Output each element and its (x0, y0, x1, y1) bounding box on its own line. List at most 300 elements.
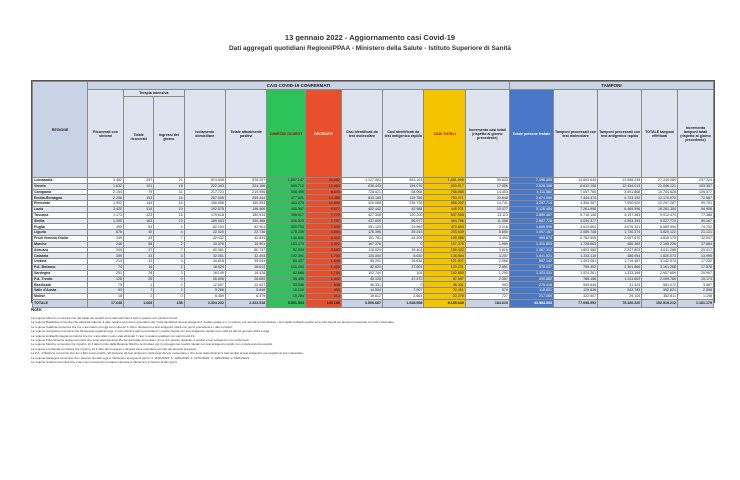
region-name: Basilicata (33, 282, 88, 288)
table-cell: 20.648 (465, 195, 509, 201)
table-cell: 43 (123, 235, 153, 241)
header-regione: REGIONE (33, 82, 88, 178)
table-cell: 251 (88, 270, 124, 276)
table-cell: 3.142.570 (642, 259, 678, 265)
table-cell: 392.621 (642, 288, 678, 294)
table-cell: 3.302 (305, 241, 341, 247)
table-cell: 1.902 (88, 201, 124, 207)
total-cell: 5.801.934 (267, 299, 306, 307)
table-cell: 19 (154, 206, 184, 212)
table-cell: 2.687.728 (509, 218, 553, 224)
table-cell: 2 (154, 264, 184, 270)
table-cell: 224.166 (225, 183, 266, 189)
table-cell: 1.700 (305, 253, 341, 259)
table-cell: 35.044 (225, 259, 266, 265)
table-cell: 10.744.628 (642, 189, 678, 195)
table-cell: 1.574.261 (554, 270, 598, 276)
table-cell: 486.954 (598, 253, 642, 259)
note-line: La regione Sardegna comunica che i decessi riportati oggi si riferiscono ai seguenti giorni: 4: 11/01/2022; 5: 12/01/2022; 1: 07/01/2022; 4: 10/01/2022; 2: 09/01/2022. (31, 355, 251, 360)
total-cell: 140.188 (305, 299, 341, 307)
table-cell: 1.127.963 (341, 178, 382, 184)
table-cell: 4.694 (305, 230, 341, 236)
table-cell: 12.669 (305, 183, 341, 189)
table-cell: 190.466 (225, 218, 266, 224)
header-deceduti: DECEDUTI (305, 90, 341, 178)
header-tamp-molecolare: Tamponi processati con test molecolare (554, 90, 598, 178)
table-cell: 62.153 (184, 224, 225, 230)
table-cell: 217.069 (509, 293, 553, 299)
table-cell: 8.675 (305, 189, 341, 195)
table-cell: 587.142 (509, 259, 553, 265)
region-name: Piemonte (33, 201, 88, 207)
header-incremento: Incremento casi totali (rispetto al giorno precedente) (465, 90, 509, 178)
table-cell: 4.493 (465, 235, 509, 241)
table-cell: 351.125 (341, 224, 382, 230)
total-label: TOTALE (33, 299, 88, 307)
table-cell: 102.744 (341, 270, 382, 276)
table-cell: 1.859.595 (509, 224, 553, 230)
table-cell: 121.927 (424, 259, 465, 265)
table-cell: 22.736 (225, 230, 266, 236)
table-cell: 191 (123, 183, 153, 189)
table-cell: 128 (88, 276, 124, 282)
table-cell: 53 (88, 288, 124, 294)
note-line: La regione Basilicata comunica che alla data odierna, il dato relativo al numero giornaliero dei "Casi identificati da test antigenico" risulta uguale a 0, in quanto, pur avendo somministrati, i test rapidi risultanti positivi sono tutti rilevati sui tamponi processati con test molecolare. (31, 320, 395, 325)
table-cell: 25 (123, 276, 153, 282)
region-name: Valle d'Aosta (33, 288, 88, 294)
table-cell: 1.442 (305, 276, 341, 282)
header-isolamento: Isolamento domiciliare (184, 90, 225, 178)
region-name: Abruzzo (33, 247, 88, 253)
table-cell: 14 (154, 195, 184, 201)
notes-list (31, 316, 715, 364)
table-cell: 2.154 (88, 189, 124, 195)
table-cell: 120.200 (383, 212, 424, 218)
total-cell: 158 (154, 299, 184, 307)
table-cell: 490.882 (509, 276, 553, 282)
table-cell: 4.312 (305, 235, 341, 241)
table-cell: 194.076 (383, 183, 424, 189)
table-cell: 42.834 (225, 235, 266, 241)
table-cell: 205.639 (424, 230, 465, 236)
table-cell: 22.276 (424, 293, 465, 299)
table-cell: 3.691.868 (598, 189, 642, 195)
table-cell: 10.377 (465, 206, 509, 212)
region-name: Lazio (33, 206, 88, 212)
table-cell: 7.779 (305, 212, 341, 218)
header-dimessi: DIMESSI/ GUARITI (267, 90, 306, 178)
table-cell: 235.728 (383, 201, 424, 207)
table-cell: 5.650 (465, 230, 509, 236)
region-name: Toscana (33, 212, 88, 218)
table-cell: 5.848 (225, 288, 266, 294)
table-cell: 99.791 (678, 201, 714, 207)
table-cell: 1.097.157 (509, 230, 553, 236)
table-cell: 42.432 (184, 235, 225, 241)
table-cell: 1.820.073 (642, 253, 678, 259)
table-cell: 257.095 (184, 195, 225, 201)
table-cell: 15.174 (678, 276, 714, 282)
table-cell: 167.376 (424, 241, 465, 247)
table-cell: 82.668 (267, 270, 306, 276)
table-cell: 1.719.487 (598, 259, 642, 265)
table-cell: 60.747 (225, 247, 266, 253)
total-cell: 152.519.212 (642, 299, 678, 307)
table-cell: 349 (88, 235, 124, 241)
table-cell: 47.472 (383, 276, 424, 282)
table-cell: 16.120 (267, 288, 306, 294)
table-cell: 477.021 (267, 195, 306, 201)
header-ricoverati: Ricoverati con sintomi (88, 90, 124, 178)
table-cell: 130.054 (341, 253, 382, 259)
table-cell: 336.529 (267, 218, 306, 224)
table-cell: 4.723.192 (598, 195, 642, 201)
table-cell: 18 (88, 293, 124, 299)
table-cell: 104 (383, 270, 424, 276)
table-cell: 3.076.331 (598, 224, 642, 230)
table-cell: 786.158 (554, 276, 598, 282)
header-totale-testate: Totale persone testate (509, 90, 553, 178)
table-cell: 120.221 (424, 264, 465, 270)
table-cell: 12 (123, 259, 153, 265)
table-cell: 176.396 (341, 230, 382, 236)
table-cell: 77.388 (678, 212, 714, 218)
table-cell: 196.466 (225, 206, 266, 212)
total-cell: 2.304.202 (184, 299, 225, 307)
table-cell: 10.901 (225, 241, 266, 247)
table-cell: 59.496 (267, 276, 306, 282)
table-cell: 151.781 (341, 235, 382, 241)
table-cell: 9.677 (305, 206, 341, 212)
table-cell: 2.674.069 (509, 195, 553, 201)
total-cell: 184.615 (465, 299, 509, 307)
total-cell: 17.648 (88, 299, 124, 307)
table-cell: 82.623 (341, 264, 382, 270)
table-cell: 12.557 (184, 282, 225, 288)
table-cell: 46.331 (424, 282, 465, 288)
table-cell: 0 (154, 259, 184, 265)
note-line: La regione Umbria comunica che 2 dei nuovi ricoverati in terapia intensiva si riferiscono a ricoveri di altri giorni. (31, 360, 178, 365)
table-cell: 3.297.714 (509, 201, 553, 207)
table-cell: 29.243 (383, 230, 424, 236)
table-cell: 7.797 (305, 218, 341, 224)
table-cell: 163 (123, 218, 153, 224)
table-cell: 495 (88, 224, 124, 230)
table-cell: 656.002 (424, 201, 465, 207)
table-cell: 6.459 (184, 293, 225, 299)
table-cell: 437.809 (341, 218, 382, 224)
table-cell: 0 (383, 282, 424, 288)
table-cell: 578.037 (509, 264, 553, 270)
table-cell: 34.818 (184, 259, 225, 265)
table-cell: 1.681.066 (424, 178, 465, 184)
table-cell: 4.810.175 (642, 235, 678, 241)
table-cell: 4.197.363 (598, 212, 642, 218)
table-cell: 262.783 (598, 288, 642, 294)
table-cell: 2.752.505 (554, 235, 598, 241)
table-cell: 275.415 (509, 282, 553, 288)
table-cell: 74.752 (678, 224, 714, 230)
table-cell: 1.803.465 (554, 247, 598, 253)
table-cell: 60.361 (184, 247, 225, 253)
table-cell: 648 (305, 282, 341, 288)
region-name: Puglia (33, 224, 88, 230)
table-cell: 636.443 (341, 183, 382, 189)
table-cell: 7.261.998 (554, 206, 598, 212)
table-cell: 246 (88, 241, 124, 247)
table-cell: 3 (154, 270, 184, 276)
table-cell: 2.009.760 (642, 276, 678, 282)
table-cell: 399 (88, 253, 124, 259)
table-cell: 16 (154, 201, 184, 207)
table-cell: 13.558.245 (598, 178, 642, 184)
table-cell: 2.068 (465, 259, 509, 265)
table-cell: 5.126.484 (509, 206, 553, 212)
table-cell: 9.027.770 (642, 218, 678, 224)
table-cell: 14.741 (465, 201, 509, 207)
table-cell: 192.578 (184, 206, 225, 212)
note-line: La regione Friuli Venezia Giulia comunica che sono stati eliminati 45 casi dal totale dei positivi, di cui 4 in quanto duplicati, 6 positivi a test antigenico non confermati. (31, 338, 250, 343)
header-casi-totali: CASI TOTALI (424, 90, 465, 178)
table-cell: 22.461 (424, 288, 465, 294)
table-cell: 2.598 (678, 288, 714, 294)
total-cell: 43.584.304 (509, 299, 553, 307)
region-name: Campania (33, 189, 88, 195)
table-cell: 1.087.312 (509, 247, 553, 253)
table-cell: 17.684 (678, 241, 714, 247)
total-cell: 75.420.220 (598, 299, 642, 307)
table-body (33, 178, 714, 308)
table-cell: 1.300 (88, 218, 124, 224)
table-cell: 578.257 (225, 178, 266, 184)
table-cell: 370.694 (424, 224, 465, 230)
table-cell: 3.513.663 (554, 224, 598, 230)
table-cell: 158.558 (184, 201, 225, 207)
table-cell: 20.997 (678, 270, 714, 276)
table-cell: 13.113 (465, 212, 509, 218)
header-group-tamponi: TAMPONI (509, 82, 713, 90)
table-cell: 123 (123, 212, 153, 218)
note-line: La regione Lombardia comunica che il giorno 12 il dato dei ricoverati e dimessi deve intendersi al netto dei decessi pregressi. (31, 346, 197, 351)
table-cell: 37.603 (383, 264, 424, 270)
table-cell: 999.674 (509, 235, 553, 241)
region-name: Sardegna (33, 270, 88, 276)
region-name: Lombardia (33, 178, 88, 184)
header-group-casi: CASI COVID-19 CONFERMATI (88, 82, 510, 90)
table-cell: 633.185 (341, 195, 382, 201)
region-name: Sicilia (33, 218, 88, 224)
table-cell: 178.209 (267, 230, 306, 236)
table-cell: 12.434.013 (598, 183, 642, 189)
table-cell: 17.878 (678, 264, 714, 270)
table-cell: 129.838 (554, 288, 598, 294)
table-cell: 799.402 (554, 264, 598, 270)
table-cell: 314 (123, 206, 153, 212)
table-cell: 2.185.226 (642, 241, 678, 247)
table-cell: 189.003 (184, 218, 225, 224)
table-cell: 830.517 (424, 183, 465, 189)
table-cell: 547.508 (424, 212, 465, 218)
table-cell: 56.977 (383, 218, 424, 224)
table-cell: 2.057.670 (598, 235, 642, 241)
table-cell: 2.357 (465, 276, 509, 282)
total-cell: 1.181.179 (678, 299, 714, 307)
table-cell: 553.103 (383, 178, 424, 184)
table-cell: 148.840 (267, 235, 306, 241)
table-cell: 574 (465, 288, 509, 294)
table-cell: 728.021 (341, 189, 382, 195)
table-cell: 1.959 (465, 241, 509, 247)
table-cell: 22.020 (184, 230, 225, 236)
table-cell: 46.331 (341, 282, 382, 288)
table-cell: 10.576 (184, 241, 225, 247)
table-cell: 7 (123, 288, 153, 294)
table-cell: 153.357 (678, 183, 714, 189)
table-cell: 18.614 (225, 264, 266, 270)
region-name: Umbria (33, 259, 88, 265)
data-table-container (31, 80, 715, 306)
table-cell: 1.441.521 (509, 253, 553, 259)
region-name: P.A. Trento (33, 276, 88, 282)
table-cell: 214 (88, 259, 124, 265)
table-cell: 5.715.108 (554, 212, 598, 218)
table-cell: 13.995 (678, 253, 714, 259)
table-cell: 17.056 (465, 183, 509, 189)
table-cell: 1.067.147 (267, 178, 306, 184)
note-line: La regione Abruzzo comunica che del totale dei positivi sono stati eliminati 2 casi in quanto non pazienti Covid. (31, 316, 178, 320)
table-cell: 14.486 (305, 195, 341, 201)
table-cell: 53 (123, 224, 153, 230)
header-tamp-antigenico: Tamponi processati con test antigenico rapido (598, 90, 642, 178)
table-cell: 7.009 (305, 224, 341, 230)
total-cell: 8.155.645 (424, 299, 465, 307)
table-cell: 21.121 (678, 230, 714, 236)
table-cell: 1.333.398 (598, 270, 642, 276)
table-cell: 402.442 (341, 206, 382, 212)
table-cell: 7.196.405 (509, 178, 553, 184)
region-name: Marche (33, 241, 88, 247)
table-cell: 109.077 (678, 189, 714, 195)
table-cell: 32.061 (184, 253, 225, 259)
table-cell: 1.333.119 (554, 253, 598, 259)
table-cell: 1.198 (678, 293, 714, 299)
table-cell: 300.754 (267, 224, 306, 230)
table-cell: 44.205 (383, 235, 424, 241)
table-cell: 136.584 (424, 253, 465, 259)
table-cell: 219.956 (225, 189, 266, 195)
region-name: P.A. Bolzano (33, 264, 88, 270)
table-cell: 21.046.121 (642, 183, 678, 189)
table-cell: 9.912.470 (642, 212, 678, 218)
table-cell: 42.988 (383, 206, 424, 212)
header-terapia-intensiva: Terapia intensiva (123, 90, 184, 97)
table-cell: 14.453 (465, 189, 509, 195)
table-cell: 102.850 (424, 270, 465, 276)
table-cell: 2.528.358 (509, 183, 553, 189)
table-cell: 786.089 (424, 189, 465, 195)
table-cell: 1.211.602 (598, 276, 642, 282)
table-cell: 222.343 (184, 183, 225, 189)
table-cell: 79 (88, 282, 124, 288)
table-cell: 29.417 (678, 247, 714, 253)
table-cell: 581.072 (642, 282, 678, 288)
table-cell: 2 (154, 241, 184, 247)
region-name: Friuli Venezia Giulia (33, 235, 88, 241)
table-cell: 549.648 (554, 282, 598, 288)
table-cell: 483.273 (267, 201, 306, 207)
table-cell: 1.173 (88, 212, 124, 218)
table-cell: 35.662 (305, 178, 341, 184)
table-cell: 39.403 (383, 247, 424, 253)
table-cell: 4 (154, 224, 184, 230)
note-line: La regione Emilia-Romagna comunica che tra i casi odierni sono stati eliminati 7 casi, in quanto giudicati non casi Covid-19. (31, 333, 196, 338)
table-cell: 118.621 (509, 288, 553, 294)
table-cell: 3.616 (465, 247, 509, 253)
table-cell: 0 (154, 276, 184, 282)
table-cell: 16 (154, 212, 184, 218)
table-cell: 4 (154, 230, 184, 236)
table-cell: 2.664 (383, 293, 424, 299)
table-cell: 2.089.748 (554, 230, 598, 236)
table-cell: 29.104 (598, 293, 642, 299)
region-name: Liguria (33, 230, 88, 236)
table-cell: 179.618 (184, 212, 225, 218)
table-cell: 79 (123, 189, 153, 195)
table-cell: 12.690 (305, 201, 341, 207)
header-ti-ingressi: Ingressi del giorno (154, 97, 184, 178)
table-cell: 2.207.803 (598, 247, 642, 253)
table-cell: 12.170.070 (642, 195, 678, 201)
table-cell: 58 (123, 241, 153, 247)
table-cell: 3 (154, 253, 184, 259)
table-cell: 33 (123, 253, 153, 259)
table-cell: 40.125 (341, 276, 382, 282)
table-cell: 8.469.596 (598, 206, 642, 212)
total-cell: 1.648.958 (383, 299, 424, 307)
table-cell: 153.174 (267, 241, 306, 247)
note-line: La regione Campania comunica che 33 decessi registrati oggi, 2 sono riferiti a giorni precedenti; i positivi rilevati con test antigenico rapido sono stati 41 dal 10 gennaio 2021 a oggi. (31, 329, 270, 334)
table-cell: 2.256 (88, 195, 124, 201)
table-cell: 5.630 (383, 253, 424, 259)
table-cell: 3.889.467 (509, 212, 553, 218)
table-cell: 26.506 (184, 276, 225, 282)
table-cell: 1.728.863 (554, 241, 598, 247)
table-cell: 180.914 (225, 212, 266, 218)
table-cell: 456.363 (598, 241, 642, 247)
table-cell: 2.907.659 (642, 270, 678, 276)
table-cell: 14.554 (341, 288, 382, 294)
table-cell: 0 (154, 293, 184, 299)
table-cell: 95.291 (341, 259, 382, 265)
region-name: Calabria (33, 253, 88, 259)
table-cell: 1.403.081 (554, 259, 598, 265)
table-cell: 1.730.374 (598, 230, 642, 236)
table-cell: 15.284 (267, 293, 306, 299)
table-cell: 18 (154, 183, 184, 189)
table-cell: 4.011.268 (642, 247, 678, 253)
table-cell: 455.597 (267, 206, 306, 212)
note-line: La P.A. di Bolzano comunica che dei 1.601 nuovi positivi, 15 derivano da test antigenici confermati da test molecolare e che sono stati eliminati 3 casi positivi al test antigenico ma negativi al test molecolare. (31, 351, 304, 356)
table-cell: 4.993.393 (598, 218, 642, 224)
table-cell: 160.594 (225, 201, 266, 207)
table-cell: 12.297.287 (642, 201, 678, 207)
table-cell: 18.428 (225, 270, 266, 276)
page-title: 13 gennaio 2022 - Aggiornamento casi Covid-19 (284, 33, 456, 42)
header-attualmente-positivi: Totale attualmente positivi (225, 90, 266, 178)
table-cell: 155.432 (424, 247, 465, 253)
table-cell: 58.068 (383, 189, 424, 195)
region-name: Molise (33, 293, 88, 299)
